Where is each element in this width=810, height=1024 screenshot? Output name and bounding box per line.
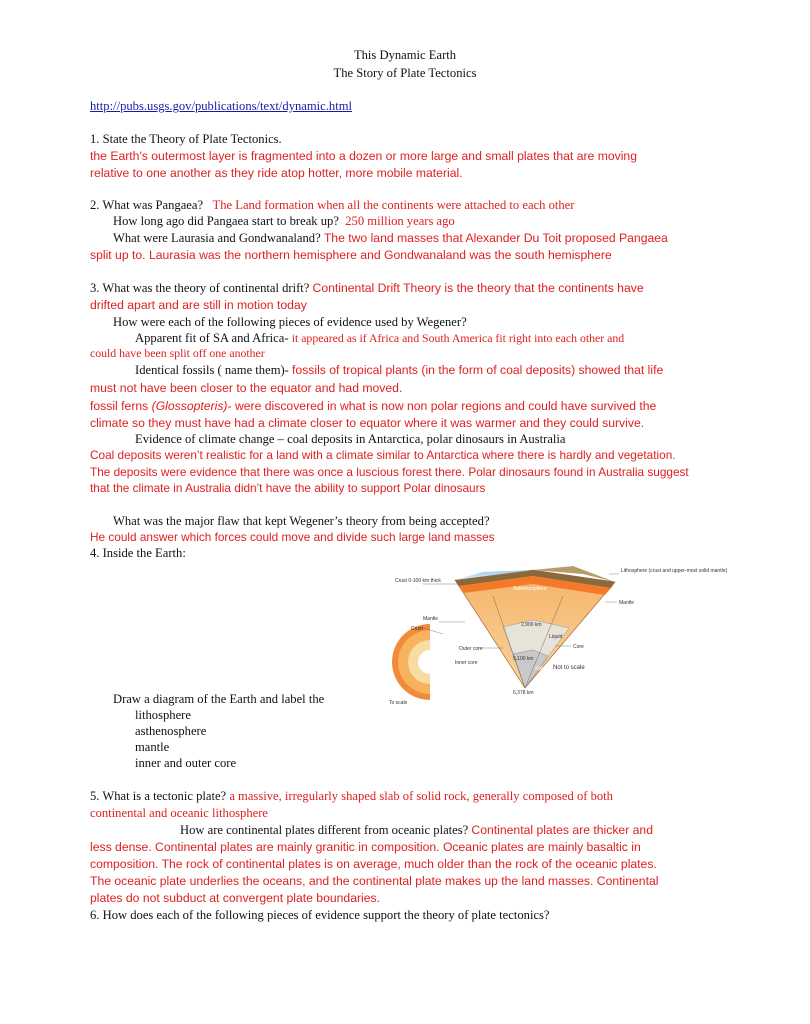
q3-evidence-question: How were each of the following pieces of evidence used by Wegener? [113, 315, 467, 329]
usgs-link[interactable]: http://pubs.usgs.gov/publications/text/dynamic.html [90, 99, 353, 113]
q2-answer: The Land formation when all the continents were attached to each other [212, 198, 575, 212]
q5-question: 5. What is a tectonic plate? [90, 789, 227, 803]
q3-ferns-post: - were discovered in what is now non polar regions and could have survived the [227, 399, 657, 413]
q3-fit-label: Apparent fit of SA and Africa- [135, 331, 289, 345]
q5-sub-line [180, 822, 653, 838]
q3-climate-answer-2: The deposits were evidence that there was once a luscious forest there. Polar dinosaurs found in Australia suggest [90, 465, 689, 479]
q3-question: 3. What was the theory of continental drift? [90, 281, 310, 295]
q2-sub1-answer: 250 million years ago [345, 214, 455, 228]
q3-fit-answer-1: it appeared as if Africa and South America fit right into each other and [291, 331, 625, 345]
q2-question: 2. What was Pangaea? [90, 198, 204, 212]
label-lithosphere: Lithosphere (crust and upper-most solid mantle) [621, 568, 728, 574]
earth-diagram-svg [383, 562, 728, 710]
not-to-scale-text: Not to scale [553, 665, 585, 671]
q4-draw-instruction: Draw a diagram of the Earth and label the [113, 692, 325, 706]
label-liquid: Liquid [549, 634, 563, 640]
q3-fossils-line [135, 362, 663, 378]
q3-climate-answer-3: that the climate in Australia didn’t have the ability to support Polar dinosaurs [90, 481, 486, 495]
label-inner-core: Inner core [455, 660, 478, 666]
label-outer-core: Outer core [459, 646, 483, 652]
q2-sub1-line [113, 213, 455, 229]
q3-ferns-answer-2: climate so they must have had a climate closer to equator where it was warmer and they could survive. [90, 416, 645, 430]
q3-fossils-label: Identical fossils ( name them)- [135, 363, 289, 377]
q5-line [90, 788, 613, 804]
label-to-scale: To scale [389, 700, 408, 706]
label-not-to-scale [553, 665, 585, 671]
q5-sub-question: How are continental plates different from oceanic plates? [180, 823, 469, 837]
label-depth-2900: 2,900 km [521, 622, 542, 628]
label-crust: Crust [411, 626, 423, 632]
q3-fossils-answer-2: must not have been closer to the equator and had moved. [90, 381, 403, 395]
q3-flaw-answer: He could answer which forces could move and divide such large land masses [90, 530, 495, 544]
q3-answer-2: drifted apart and are still in motion today [90, 298, 307, 312]
q3-fit-line [135, 330, 624, 346]
q1-question: 1. State the Theory of Plate Tectonics. [90, 132, 282, 146]
label-asthenosphere: Asthenosphere [513, 586, 547, 592]
q4-label-asthenosphere: asthenosphere [135, 724, 207, 738]
q3-ferns-pre: fossil ferns [90, 399, 152, 413]
q2-sub2-answer-1: The two land masses that Alexander Du Toit proposed Pangaea [323, 231, 668, 245]
label-mantle-left: Mantle [423, 616, 439, 622]
label-crust-thick: Crust 0-100 km thick [395, 578, 441, 584]
q4-label-core: inner and outer core [135, 756, 237, 770]
q2-sub2-line [113, 230, 668, 246]
label-depth-6378: 6,378 km [513, 690, 534, 696]
q2-line [90, 197, 574, 213]
q4-label-lithosphere: lithosphere [135, 708, 191, 722]
q5-answer-2: continental and oceanic lithosphere [90, 806, 268, 820]
q3-answer-1: Continental Drift Theory is the theory that the continents have [312, 281, 644, 295]
q5-sub-answer-5: plates do not subduct at convergent plate boundaries. [90, 891, 380, 905]
earth-interior-diagram [383, 562, 728, 710]
q3-fossils-answer-1: fossils of tropical plants (in the form of coal deposits) showed that life [292, 363, 664, 377]
q5-sub-answer-1: Continental plates are thicker and [471, 823, 653, 837]
q3-line [90, 280, 644, 296]
q5-sub-answer-2: less dense. Continental plates are mainly granitic in composition. Oceanic plates are mainly basaltic in [90, 840, 641, 854]
q4-label-mantle: mantle [135, 740, 170, 754]
q3-fit-answer-2: could have been split off one another [90, 346, 265, 360]
q1-answer-line2: relative to one another as they ride atop hotter, more mobile material. [90, 166, 463, 180]
q2-sub2-answer-2: split up to. Laurasia was the northern hemisphere and Gondwanaland was the south hemisphere [90, 248, 612, 262]
label-mantle-right: Mantle [619, 600, 635, 606]
label-depth-5100: 5,100 km [513, 656, 534, 662]
q3-flaw-question: What was the major flaw that kept Wegener’s theory from being accepted? [113, 514, 490, 528]
q4-question: 4. Inside the Earth: [90, 546, 186, 560]
q2-sub1-question: How long ago did Pangaea start to break up? [113, 214, 339, 228]
label-solid: Solid [535, 666, 547, 672]
q2-sub2-question: What were Laurasia and Gondwanaland? [113, 231, 321, 245]
q3-ferns-italic: (Glossopteris) [151, 399, 228, 413]
q3-climate-answer-1: Coal deposits weren’t realistic for a land with a climate similar to Antarctica where there is hardly and vegetation. [90, 448, 676, 462]
q3-ferns-answer-1 [90, 398, 656, 414]
q5-answer-1: a massive, irregularly shaped slab of solid rock, generally composed of both [229, 789, 613, 803]
q3-climate-label: Evidence of climate change – coal deposits in Antarctica, polar dinosaurs in Australia [135, 432, 566, 446]
q1-answer-line1: the Earth's outermost layer is fragmented into a dozen or more large and small plates that are moving [90, 149, 637, 163]
q5-sub-answer-4: The oceanic plate underlies the oceans, and the continental plate makes up the land masses. Continental [90, 874, 659, 888]
page-title: This Dynamic Earth [353, 48, 457, 62]
q6-question: 6. How does each of the following pieces of evidence support the theory of plate tectonics? [90, 908, 550, 922]
label-core: Core [573, 644, 584, 650]
q5-sub-answer-3: composition. The rock of continental plates is on average, much older than the rock of the oceanic plates. [90, 857, 657, 871]
page-subtitle: The Story of Plate Tectonics [333, 66, 477, 80]
